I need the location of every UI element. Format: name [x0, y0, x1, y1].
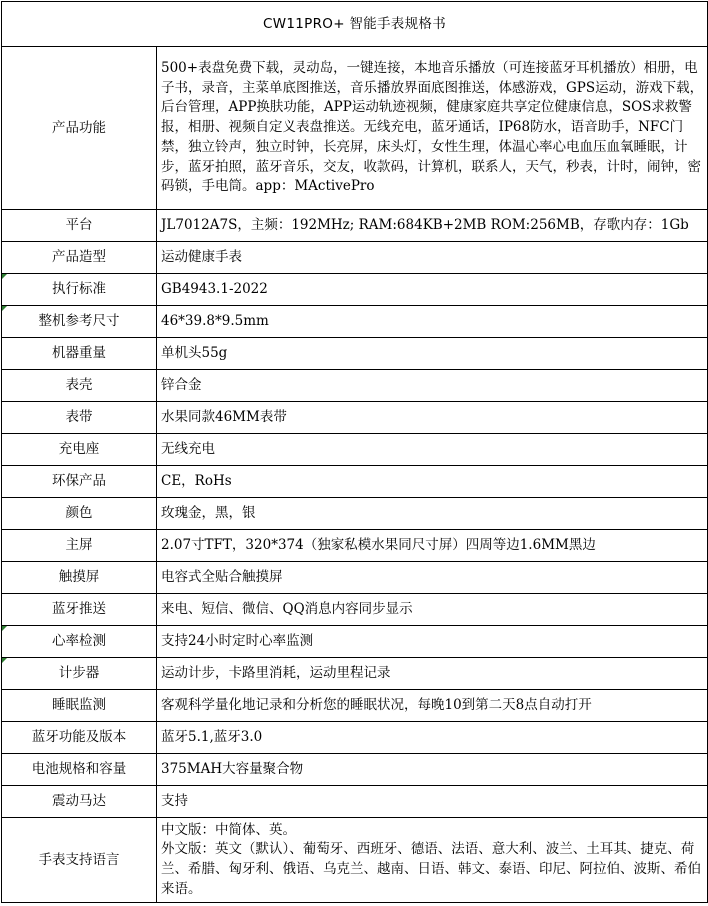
comment-marker-icon — [2, 306, 7, 311]
row-value: JL7012A7S，主频：192MHz; RAM:684KB+2MB ROM:256MB，存歌内存：1Gb — [157, 210, 708, 242]
row-value: 客观科学量化地记录和分析您的睡眠状况，每晚10到第二天8点自动打开 — [157, 690, 708, 722]
page-title: CW11PRO+ 智能手表规格书 — [2, 2, 708, 47]
table-row — [2, 47, 708, 210]
row-label-cell — [2, 274, 157, 306]
row-label: 机器重量 — [2, 338, 157, 370]
row-label: 颜色 — [2, 498, 157, 530]
row-value: 2.07寸TFT，320*374（独家私模水果同尺寸屏）四周等边1.6MM黑边 — [157, 530, 708, 562]
table-row — [2, 786, 708, 818]
row-value: 水果同款46MM表带 — [157, 402, 708, 434]
table-row — [2, 338, 708, 370]
row-label: 表壳 — [2, 370, 157, 402]
table-row — [2, 722, 708, 754]
language-line-chinese: 中文版：中简体、英。 — [161, 821, 296, 838]
table-row — [2, 594, 708, 626]
row-label: 手表支持语言 — [2, 818, 157, 903]
row-value: 锌合金 — [157, 370, 708, 402]
row-value: 支持24小时定时心率监测 — [157, 626, 708, 658]
row-label: 环保产品 — [2, 466, 157, 498]
row-label: 充电座 — [2, 434, 157, 466]
row-value: 电容式全贴合触摸屏 — [157, 562, 708, 594]
row-label: 睡眠监测 — [2, 690, 157, 722]
row-label-cell — [2, 306, 157, 338]
table-row — [2, 242, 708, 274]
row-label: 心率检测 — [52, 633, 106, 649]
row-value: 500+表盘免费下载，灵动岛，一键连接，本地音乐播放（可连接蓝牙耳机播放）相册，电子书，录音，主菜单底图推送，音乐播放界面底图推送，体感游戏，GPS运动，游戏下载，后台管理，APP换肤功能，APP运动轨迹视频，健康家庭共享定位健康信息，SOS求救警报，相册、视频自定义表盘推送。无线充电，蓝牙通话，IP68防水，语音助手，NFC门禁，独立铃声，独立时钟，长亮屏，床头灯，女性生理，体温心率心电血压血氧睡眠，计步，蓝牙拍照，蓝牙音乐，交友，收款码，计算机，联系人，天气，秒表，计时，闹钟，密码锁，手电筒。app：MActivePro — [157, 47, 708, 210]
row-value: 支持 — [157, 786, 708, 818]
table-row — [2, 690, 708, 722]
table-row — [2, 562, 708, 594]
row-label: 蓝牙推送 — [2, 594, 157, 626]
comment-marker-icon — [2, 274, 7, 279]
table-row — [2, 274, 708, 306]
table-row — [2, 306, 708, 338]
table-row — [2, 754, 708, 786]
row-label: 主屏 — [2, 530, 157, 562]
row-label-cell — [2, 658, 157, 690]
spec-table — [1, 1, 708, 903]
table-row — [2, 466, 708, 498]
row-value: GB4943.1-2022 — [157, 274, 708, 306]
table-row — [2, 402, 708, 434]
row-value: 运动计步，卡路里消耗，运动里程记录 — [157, 658, 708, 690]
table-row — [2, 818, 708, 903]
row-label: 平台 — [2, 210, 157, 242]
row-value: 玫瑰金，黑，银 — [157, 498, 708, 530]
row-label: 触摸屏 — [2, 562, 157, 594]
row-value: 单机头55g — [157, 338, 708, 370]
row-label-cell — [2, 626, 157, 658]
row-value: CE，RoHs — [157, 466, 708, 498]
table-row — [2, 434, 708, 466]
row-label: 产品造型 — [2, 242, 157, 274]
row-label: 计步器 — [58, 665, 100, 681]
row-label: 震动马达 — [2, 786, 157, 818]
table-row — [2, 210, 708, 242]
spec-sheet — [1, 1, 707, 903]
row-label: 整机参考尺寸 — [38, 313, 120, 329]
row-label: 表带 — [2, 402, 157, 434]
comment-marker-icon — [2, 658, 7, 663]
row-label: 电池规格和容量 — [2, 754, 157, 786]
row-label: 蓝牙功能及版本 — [2, 722, 157, 754]
table-row — [2, 498, 708, 530]
table-row — [2, 658, 708, 690]
row-value: 无线充电 — [157, 434, 708, 466]
comment-marker-icon — [2, 626, 7, 631]
row-label: 执行标准 — [52, 281, 106, 297]
row-value: 蓝牙5.1,蓝牙3.0 — [157, 722, 708, 754]
row-value — [157, 818, 708, 903]
row-value: 46*39.8*9.5mm — [157, 306, 708, 338]
row-label: 产品功能 — [2, 47, 157, 210]
row-value: 运动健康手表 — [157, 242, 708, 274]
table-row — [2, 530, 708, 562]
language-line-foreign: 外文版：英文（默认）、葡萄牙、西班牙、德语、法语、意大利、波兰、土耳其、捷克、荷兰、希腊、匈牙利、俄语、乌克兰、越南、日语、韩文、泰语、印尼、阿拉伯、波斯、希伯来语。 — [161, 841, 701, 897]
row-value: 来电、短信、微信、QQ消息内容同步显示 — [157, 594, 708, 626]
table-row — [2, 370, 708, 402]
title-row — [2, 2, 708, 47]
table-row — [2, 626, 708, 658]
row-value: 375MAH大容量聚合物 — [157, 754, 708, 786]
